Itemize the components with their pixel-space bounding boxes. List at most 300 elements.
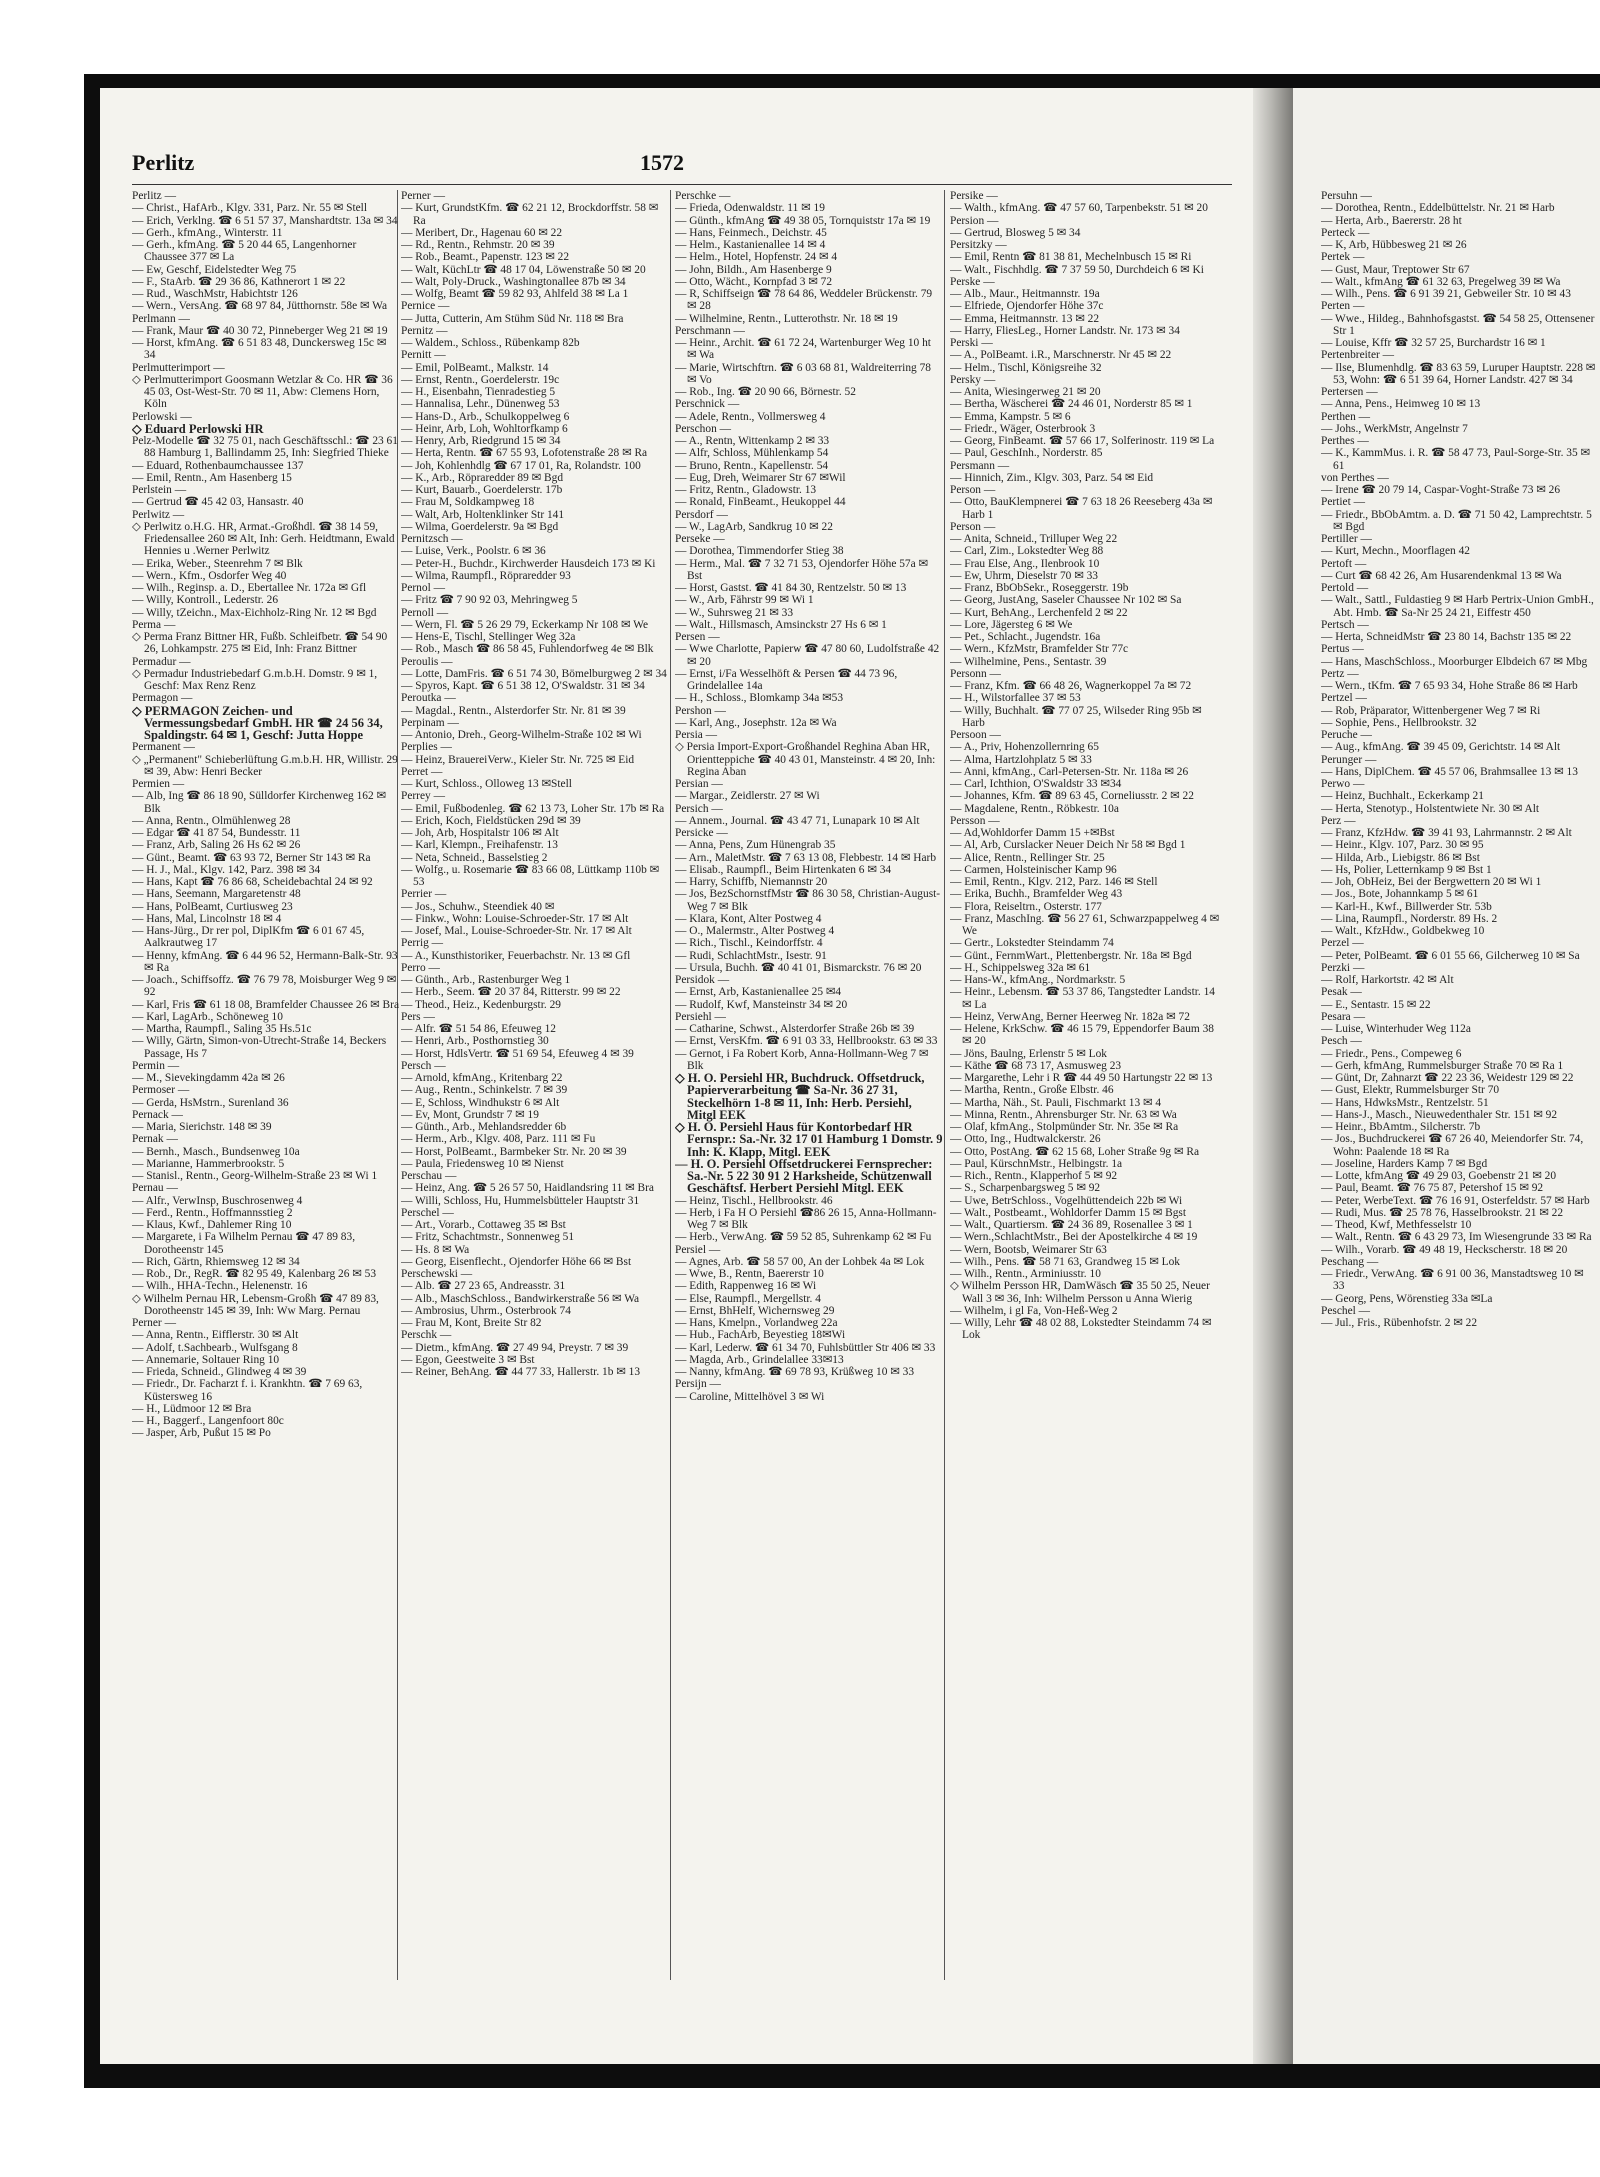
directory-entry: Perz — — [1321, 814, 1356, 827]
directory-entry: Peschang — — [1321, 1255, 1379, 1268]
directory-entry: — Emil, Rentn., Am Hasenberg 15 — [132, 471, 292, 484]
directory-entry: — A., Priv, Hohenzollernring 65 — [950, 741, 1099, 754]
directory-entry: ◇ „Permanent" Schieberlüftung G.m.b.H. HR, Willistr. 29 ✉ 39, Abw: Henri Becker — [132, 753, 398, 778]
directory-entry: — Friedr., Dr. Facharzt f. i. Krankhtn. ☎ 7 69 63, Küstersweg 16 — [132, 1378, 363, 1403]
directory-entry: — Joh, ObHeiz, Bei der Bergwettern 20 ✉ Wi 1 — [1321, 876, 1542, 888]
directory-entry: — Kurt, Mechn., Moorflagen 42 — [1321, 545, 1470, 558]
directory-entry: Persson — — [950, 814, 1000, 827]
directory-entry: Pernitzsch — — [401, 533, 463, 545]
directory-entry: — Heinz, BrauereiVerw., Kieler Str. Nr. 725 ✉ Eid — [401, 753, 635, 766]
directory-column-5 — [1321, 190, 1596, 1990]
directory-entry: — Pet., Schlacht., Jugendstr. 16a — [950, 631, 1101, 643]
directory-entry: — Ursula, Buchh. ☎ 40 41 01, Bismarckstr. 76 ✉ 20 — [675, 961, 922, 974]
directory-entry: — Marie, Wirtschftrn. ☎ 6 03 68 81, Waldreiterring 78 ✉ Vo — [675, 361, 931, 386]
directory-entry: — John, Bildh., Am Hasenberge 9 — [675, 263, 832, 276]
directory-entry: ◇ Perlmutterimport Goosmann Wetzlar & Co. HR ☎ 36 45 03, Ost-West-Str. 70 ✉ 11, Abw: Clemens Horn, Köln — [132, 373, 393, 411]
directory-entry: — Ambrosius, Uhrm., Osterbrook 74 — [401, 1304, 571, 1317]
directory-entry: — Walt., Quartiersm. ☎ 24 36 89, Rosenallee 3 ✉ 1 — [950, 1219, 1193, 1231]
directory-entry: Pertersen — — [1321, 386, 1378, 398]
directory-entry: — Spyros, Kapt. ☎ 6 51 38 12, O'Swaldstr. 31 ✉ 34 — [401, 680, 645, 692]
directory-entry: — Walt., Fischhdlg. ☎ 7 37 59 50, Durchdeich 6 ✉ Ki — [950, 263, 1204, 276]
directory-entry: — Hub., FachArb, Beyestieg 18✉Wi — [675, 1329, 846, 1342]
directory-entry: — H., Lüdmoor 12 ✉ Bra — [132, 1402, 252, 1415]
directory-entry: — Helene, KrkSchw. ☎ 46 15 79, Eppendorfer Baum 38 ✉ 20 — [950, 1023, 1214, 1048]
directory-entry: — A., PolBeamt. i.R., Marschnerstr. Nr 45 ✉ 22 — [950, 349, 1172, 362]
directory-entry: Persiel — — [675, 1243, 721, 1256]
directory-entry: — Rud., WaschMstr, Habichtstr 126 — [132, 288, 298, 300]
directory-entry: — Georg, Eisenflecht., Ojendorfer Höhe 66 ✉ Bst — [401, 1255, 632, 1268]
directory-entry: — Flora, Reiseltrn., Osterstr. 177 — [950, 900, 1102, 913]
directory-entry: — Rudolf, Kwf, Mansteinstr 34 ✉ 20 — [675, 998, 848, 1011]
directory-entry: — Meribert, Dr., Hagenau 60 ✉ 22 — [401, 226, 563, 239]
directory-entry: — K., KammMus. i. R. ☎ 58 47 73, Paul-Sorge-Str. 35 ✉ 61 — [1321, 447, 1591, 472]
directory-entry: — K, Arb, Hübbesweg 21 ✉ 26 — [1321, 239, 1467, 251]
directory-entry: — Ilse, Blumenhdlg. ☎ 83 63 59, Luruper Hauptstr. 228 ✉ 53, Wohn: ☎ 6 51 39 64, Horner Landstr. 427 ✉ 34 — [1321, 361, 1596, 386]
directory-entry: — Walth., kfmAng. ☎ 47 57 60, Tarpenbekstr. 51 ✉ 20 — [950, 202, 1208, 215]
directory-entry: — Joh, Kohlenhdlg ☎ 67 17 01, Ra, Rolandstr. 100 — [401, 459, 641, 472]
directory-entry: — Erika, Buchh., Bramfelder Weg 43 — [950, 888, 1123, 901]
directory-entry: — Jasper, Arb, Pußut 15 ✉ Po — [132, 1427, 271, 1440]
directory-entry: — Günt., Beamt. ☎ 63 93 72, Berner Str 143 ✉ Ra — [132, 851, 371, 864]
directory-entry: — Luise, Verk., Poolstr. 6 ✉ 36 — [401, 545, 546, 558]
directory-entry: — Herb., VerwAng. ☎ 59 52 85, Suhrenkamp 62 ✉ Fu — [675, 1231, 932, 1244]
directory-entry: Personn — — [950, 667, 1001, 680]
directory-entry: — H., Baggerf., Langenfoort 80c — [132, 1415, 284, 1427]
directory-entry: — Jul., Fris., Rübenhofstr. 2 ✉ 22 — [1321, 1317, 1478, 1329]
directory-entry: ◇ Persia Import-Export-Großhandel Reghina Aban HR, Orientteppiche ☎ 40 43 01, Mansteinstr. 4 ✉ 20, Inh: Regina Aban — [675, 741, 936, 778]
directory-entry: Permadur — — [132, 655, 191, 668]
directory-entry: — Wern, Fl. ☎ 5 26 29 79, Eckerkamp Nr 108 ✉ We — [401, 618, 649, 631]
directory-entry: — Al, Arb, Curslacker Neuer Deich Nr 58 ✉ Bgd 1 — [950, 839, 1186, 852]
directory-entry: — Franz, Kfm. ☎ 66 48 26, Wagnerkoppel 7a ✉ 72 — [950, 680, 1192, 692]
directory-entry: Perschnick — — [675, 398, 740, 411]
directory-entry: Perschau — — [401, 1170, 457, 1182]
directory-entry: — Emma, Kampstr. 5 ✉ 6 — [950, 410, 1071, 423]
directory-entry: — Ernst, Rentn., Goerdelerstr. 19c — [401, 373, 560, 386]
directory-entry: Persian — — [675, 778, 723, 790]
directory-entry: Persch — — [401, 1059, 446, 1072]
directory-entry: — Ernst, Arb, Kastanienallee 25 ✉4 — [675, 986, 842, 999]
directory-entry: — Stanisl., Rentn., Georg-Wilhelm-Straße 23 ✉ Wi 1 — [132, 1170, 378, 1182]
directory-entry: Pernack — — [132, 1108, 183, 1121]
directory-entry: — Walt., kfmAng ☎ 61 32 63, Pregelweg 39 ✉ Wa — [1321, 275, 1561, 288]
directory-entry: — O., Malermstr., Alter Postweg 4 — [675, 925, 835, 937]
directory-entry: — Bernh., Masch., Bundsenweg 10a — [132, 1145, 300, 1158]
directory-entry: Pertenbreiter — — [1321, 349, 1395, 362]
directory-entry: Pesara — — [1321, 1010, 1365, 1023]
directory-entry: — Arnold, kfmAng., Kritenbarg 22 — [401, 1072, 563, 1084]
directory-entry: — Johannes, Kfm. ☎ 89 63 45, Corneliusstr. 2 ✉ 22 — [950, 790, 1194, 803]
directory-entry: Peroulis — — [401, 655, 453, 668]
directory-entry: — Martha, Näh., St. Pauli, Fischmarkt 13 ✉ 4 — [950, 1096, 1162, 1109]
directory-entry: ◇ Wilhelm Persson HR, DamWäsch ☎ 35 50 25, Neuer Wall 3 ✉ 36, Inh: Wilhelm Persson u Anna Wierig — [950, 1280, 1210, 1305]
directory-entry: — Klaus, Kwf., Dahlemer Ring 10 — [132, 1219, 292, 1231]
directory-entry: — Luise, Winterhuder Weg 112a — [1321, 1023, 1471, 1035]
directory-entry: Perschke — — [675, 190, 731, 202]
directory-entry: Permoser — — [132, 1084, 190, 1097]
directory-entry: — Heinz, Tischl., Hellbrookstr. 46 — [675, 1194, 833, 1207]
directory-entry: — Heinr, Arb, Loh, Wohltorfkamp 6 — [401, 422, 568, 435]
directory-entry: — Elisab., Raumpfl., Beim Hirtenkaten 6 ✉ 34 — [675, 863, 892, 876]
directory-entry: — Curt ☎ 68 42 26, Am Husarendenkmal 13 ✉ Wa — [1321, 569, 1562, 582]
directory-entry: — Wilh., Rentn., Arminiusstr. 10 — [950, 1268, 1101, 1280]
directory-entry: — Frau M, Soldkampweg 18 — [401, 496, 535, 509]
directory-entry: — Olaf, kfmAng., Stolpmünder Str. Nr. 35e ✉ Ra — [950, 1121, 1179, 1133]
directory-entry: Perret — — [401, 765, 443, 778]
directory-entry: — Walt, KüchLtr ☎ 48 17 04, Löwenstraße 50 ✉ 20 — [401, 263, 646, 276]
directory-entry: — Walt., Sattl., Fuldastieg 9 ✉ Harb Pertrix-Union GmbH., Abt. Hmb. ☎ Sa-Nr 25 24 21, Eiffestr 450 — [1321, 594, 1594, 619]
directory-entry: Perschk — — [401, 1329, 452, 1342]
directory-entry: — Heinr., Lebensm. ☎ 53 37 86, Tangstedter Landstr. 14 ✉ La — [950, 986, 1215, 1011]
directory-entry: Perlmutterimport — — [132, 361, 225, 374]
directory-entry: — Friedr., Pens., Compeweg 6 — [1321, 1047, 1462, 1060]
directory-entry: — Günt, Dr, Zahnarzt ☎ 22 23 36, Weidestr 129 ✉ 22 — [1321, 1072, 1574, 1084]
directory-entry: — Horst, HdlsVertr. ☎ 51 69 54, Efeuweg 4 ✉ 39 — [401, 1047, 634, 1060]
column-rule — [944, 190, 945, 1980]
directory-entry: — Gernot, i Fa Robert Korb, Anna-Hollmann-Weg 7 ✉ Blk — [675, 1047, 929, 1072]
directory-entry: — W., Arb, Fährstr 99 ✉ Wi 1 — [675, 594, 814, 607]
directory-entry: — Annemarie, Soltauer Ring 10 — [132, 1353, 280, 1366]
directory-entry: Perthen — — [1321, 410, 1371, 423]
directory-entry: — Gust, Maur, Treptower Str 67 — [1321, 263, 1470, 276]
directory-entry: — Egon, Geestweite 3 ✉ Bst — [401, 1353, 535, 1366]
directory-entry: — Reiner, BehAng. ☎ 44 77 33, Hallerstr. 1b ✉ 13 — [401, 1366, 641, 1378]
directory-entry: Pesak — — [1321, 986, 1362, 999]
directory-entry: — Hans-Jürg., Dr rer pol, DiplKfm ☎ 6 01 67 45, Aalkrautweg 17 — [132, 925, 365, 950]
directory-entry: — Annem., Journal. ☎ 43 47 71, Lunapark 10 ✉ Alt — [675, 814, 920, 827]
directory-entry: — Horst, PolBeamt., Barmbeker Str. Nr. 20 ✉ 39 — [401, 1145, 627, 1158]
directory-entry: — Jos., Buchdruckerei ☎ 67 26 40, Meiendorfer Str. 74, Wohn: Paalende 18 ✉ Ra — [1321, 1133, 1584, 1158]
column-rule — [670, 190, 671, 1980]
directory-entry: Permanent — — [132, 741, 195, 754]
directory-entry: — Jos, BezSchornstfMstr ☎ 86 30 58, Christian-August-Weg 7 ✉ Blk — [675, 888, 941, 913]
directory-entry: — Eduard, Rothenbaumchaussee 137 — [132, 459, 304, 472]
directory-entry: — Wern., tKfm. ☎ 7 65 93 34, Hohe Straße 86 ✉ Harb — [1321, 680, 1578, 692]
directory-entry: — Hans-W., kfmAng., Nordmarkstr. 5 — [950, 974, 1126, 986]
directory-entry: — Rob., Masch ☎ 86 58 45, Fuhlendorfweg 4e ✉ Blk — [401, 643, 654, 656]
directory-entry: — Günth., Arb., Rastenburger Weg 1 — [401, 974, 571, 986]
directory-entry: — Bruno, Rentn., Kapellenstr. 54 — [675, 459, 829, 472]
directory-entry: — Peter, WerbeText. ☎ 76 16 91, Osterfeldstr. 57 ✉ Harb — [1321, 1194, 1590, 1207]
directory-entry: — Horst, kfmAng. ☎ 6 51 83 48, Dunckersweg 15c ✉ 34 — [132, 337, 387, 362]
directory-entry: — Hinnich, Zim., Klgv. 303, Parz. 54 ✉ Eid — [950, 471, 1154, 484]
directory-entry: — Hans, MaschSchloss., Moorburger Elbdeich 67 ✉ Mbg — [1321, 655, 1588, 668]
directory-entry: Perner — — [401, 190, 445, 202]
directory-entry: ◇ Perlwitz o.H.G. HR, Armat.-Großhdl. ☎ 38 14 59, Friedensallee 260 ✉ Alt, Inh: Gerh. Heidtmann, Ewald Hennies u .Werner Perlwitz — [132, 520, 395, 558]
directory-entry: Persike — — [950, 190, 998, 202]
directory-entry: — Hans, Kmelpn., Vorlandweg 22a — [675, 1317, 838, 1329]
directory-entry: — Maria, Sierichstr. 148 ✉ 39 — [132, 1121, 272, 1133]
directory-entry: — Herta, Arb., Baererstr. 28 ht — [1321, 214, 1462, 227]
directory-entry: — Ew, Uhrm, Dieselstr 70 ✉ 33 — [950, 569, 1099, 582]
directory-entry: — Heinz, VerwAng, Berner Heerweg Nr. 182a ✉ 72 — [950, 1010, 1190, 1023]
directory-entry: — Ernst, i/Fa Wesselhöft & Persen ☎ 44 73 96, Grindelallee 14a — [675, 667, 898, 692]
directory-entry: — Margar., Zeidlerstr. 27 ✉ Wi — [675, 790, 820, 803]
directory-entry: Perrier — — [401, 888, 447, 901]
directory-entry: — F., StaArb. ☎ 29 36 86, Kathnerort 1 ✉ 22 — [132, 275, 346, 288]
directory-entry: — Harry, Schiffb, Niemannstr 20 — [675, 876, 828, 888]
directory-entry: — Walt., Postbeamt., Wohldorfer Damm 15 ✉ Bgst — [950, 1206, 1187, 1219]
directory-entry: — Herm., Arb., Klgv. 408, Parz. 111 ✉ Fu — [401, 1133, 596, 1146]
directory-entry: — Edith, Rappenweg 16 ✉ Wi — [675, 1280, 817, 1293]
directory-entry: — Alb., MaschSchloss., Bandwirkerstraße 56 ✉ Wa — [401, 1292, 640, 1305]
directory-entry: — Fritz, Schachtmstr., Sonnenweg 51 — [401, 1231, 575, 1244]
directory-entry: — Wilh., Pens. ☎ 6 91 39 21, Gebweiler Str. 10 ✉ 43 — [1321, 288, 1571, 300]
directory-column-2 — [401, 190, 669, 1990]
directory-entry: — Hans-D., Arb., Schulkoppelweg 6 — [401, 410, 570, 423]
directory-entry: — Gertrud, Blosweg 5 ✉ 34 — [950, 226, 1081, 239]
directory-entry: Pertzel — — [1321, 692, 1367, 705]
directory-entry: — Hans, Kapt ☎ 76 86 68, Scheidebachtal 24 ✉ 92 — [132, 876, 373, 888]
directory-entry: — W., Suhrsweg 21 ✉ 33 — [675, 606, 794, 619]
directory-entry: — Joh, Arb, Hospitalstr 106 ✉ Alt — [401, 827, 559, 839]
directory-entry: ◇ Permadur Industriebedarf G.m.b.H. Domstr. 9 ✉ 1, Geschf: Max Renz Renz — [132, 667, 378, 692]
directory-entry: — Wwe, B., Rentn, Baererstr 10 — [675, 1268, 824, 1280]
directory-entry: — Walt., Hillsmasch, Amsinckstr 27 Hs 6 ✉ 1 — [675, 618, 887, 631]
directory-entry: — Alfr, Schloss, Mühlenkamp 54 — [675, 447, 829, 460]
directory-column-1 — [132, 190, 400, 1990]
directory-entry: — Günth., kfmAng ☎ 49 38 05, Tornquiststr 17a ✉ 19 — [675, 214, 931, 227]
directory-entry: Pernitt — — [401, 349, 446, 362]
directory-entry: — Uwe, BetrSchloss., Vogelhüttendeich 22b ✉ Wi — [950, 1194, 1183, 1207]
directory-entry: — Henny, kfmAng. ☎ 6 44 96 52, Hermann-Balk-Str. 93 ✉ Ra — [132, 949, 398, 974]
directory-entry: — H., Wilstorfallee 37 ✉ 53 — [950, 692, 1081, 705]
directory-entry: — Willy, Buchhalt. ☎ 77 07 25, Wilseder Ring 95b ✉ Harb — [950, 704, 1202, 729]
directory-entry: — Gerh., kfmAng., Winterstr. 11 — [132, 226, 283, 239]
directory-entry: Perner — — [132, 1317, 176, 1329]
directory-entry: Pernau — — [132, 1182, 178, 1195]
directory-entry: — Walt., KfzHdw., Goldbekweg 10 — [1321, 925, 1485, 937]
directory-entry: Pertsch — — [1321, 618, 1369, 631]
directory-entry: — Anita, Wiesingerweg 21 ✉ 20 — [950, 386, 1101, 398]
directory-entry: — Else, Raumpfl., Mergellstr. 4 — [675, 1292, 821, 1305]
directory-entry: — M., Sievekingdamm 42a ✉ 26 — [132, 1072, 285, 1084]
directory-entry: — Hannalisa, Lehr., Dünenweg 53 — [401, 398, 560, 411]
directory-entry: — Willy, Gärtn, Simon-von-Utrecht-Straße 14, Beckers Passage, Hs 7 — [132, 1035, 387, 1060]
directory-entry: — Erich, Koch, Fieldstücken 29d ✉ 39 — [401, 814, 581, 827]
directory-entry: — Eug, Dreh, Weimarer Str 67 ✉Wil — [675, 471, 846, 484]
directory-entry: — Heinr., BbAmtm., Silcherstr. 7b — [1321, 1121, 1481, 1133]
directory-entry: — Hs. 8 ✉ Wa — [401, 1243, 470, 1256]
directory-entry: Perro — — [401, 961, 440, 974]
directory-entry: Perlitz — — [132, 190, 176, 202]
directory-entry: — Käthe ☎ 68 73 17, Asmusweg 23 — [950, 1059, 1122, 1072]
directory-entry: — Wern., VersAng. ☎ 68 97 84, Jütthornstr. 58e ✉ Wa — [132, 300, 388, 313]
directory-entry: — Günt., FernmWart., Plettenbergstr. Nr. 18a ✉ Bgd — [950, 949, 1192, 962]
directory-entry: — Alb, Ing ☎ 86 18 90, Sülldorfer Kirchenweg 162 ✉ Blk — [132, 790, 387, 815]
directory-entry: — Karl, Klempn., Freihafenstr. 13 — [401, 839, 558, 852]
directory-entry: — Anna, Pens, Zum Hünengrab 35 — [675, 839, 836, 852]
directory-entry: — Emil, Fußbodenleg. ☎ 62 13 73, Loher Str. 17b ✉ Ra — [401, 802, 665, 815]
directory-entry: — Wilh., Pens. ☎ 58 71 63, Grandweg 15 ✉ Lok — [950, 1255, 1180, 1268]
directory-entry: Persky — — [950, 373, 996, 386]
directory-entry: — Georg, JustAng, Saseler Chaussee Nr 102 ✉ Sa — [950, 594, 1182, 607]
directory-entry: — Herb., Seem. ☎ 20 37 84, Ritterstr. 99 ✉ 22 — [401, 986, 621, 999]
directory-entry: — Agnes, Arb. ☎ 58 57 00, An der Lohbek 4a ✉ Lok — [675, 1255, 925, 1268]
directory-entry: — Rd., Rentn., Rehmstr. 20 ✉ 39 — [401, 239, 555, 251]
directory-entry: — Paul, KürschnMstr., Helbingstr. 1a — [950, 1157, 1123, 1170]
directory-entry: — Waldem., Schloss., Rübenkamp 82b — [401, 337, 580, 349]
directory-entry: Permagon — — [132, 692, 193, 705]
directory-entry: — Georg, FinBeamt. ☎ 57 66 17, Solferinostr. 119 ✉ La — [950, 435, 1215, 447]
directory-entry: — Heinr., Klgv. 107, Parz. 30 ✉ 95 — [1321, 839, 1484, 852]
directory-entry: Perlowski — — [132, 410, 192, 423]
directory-entry: — Carmen, Holsteinischer Kamp 96 — [950, 863, 1117, 876]
directory-entry: — Hans, HdwksMstr., Rentzelstr. 51 — [1321, 1096, 1489, 1109]
directory-entry: — Hens-E, Tischl, Stellinger Weg 32a — [401, 631, 576, 643]
directory-entry: — Gerh., kfmAng. ☎ 5 20 44 65, Langenhorner Chaussee 377 ✉ La — [132, 239, 357, 264]
directory-entry: Persijn — — [675, 1378, 721, 1391]
directory-entry: Pernol — — [401, 582, 445, 594]
directory-entry: Pernitz — — [401, 324, 448, 337]
directory-entry: — Hans, Seemann, Margaretenstr 48 — [132, 888, 301, 901]
directory-entry: — Anita, Schneid., Trilluper Weg 22 — [950, 533, 1118, 545]
directory-entry: — Wilh., Vorarb. ☎ 49 48 19, Heckscherstr. 18 ✉ 20 — [1321, 1243, 1568, 1256]
directory-entry: — H. O. Persiehl Offsetdruckerei Fernsprecher: Sa.-Nr. 5 22 30 91 2 Harksheide, Schützenwall Geschäftsf. Herbert Persiehl Mitgl. EEK — [675, 1156, 933, 1196]
directory-entry: — Harry, FliesLeg., Horner Landstr. Nr. 173 ✉ 34 — [950, 324, 1180, 337]
directory-entry: — Ferd., Rentn., Hoffmannsstieg 2 — [132, 1206, 293, 1219]
directory-entry: — Wern.,SchlachtMstr., Bei der Apostelkirche 4 ✉ 19 — [950, 1231, 1198, 1244]
directory-entry: Persia — — [675, 729, 718, 741]
directory-entry: — Wolfg., u. Rosemarie ☎ 83 66 08, Lüttkamp 110b ✉ 53 — [401, 863, 660, 888]
directory-entry: — Kurt, Bauarb., Goerdelerstr. 17b — [401, 484, 563, 496]
directory-entry: — Wwe Charlotte, Papierw ☎ 47 80 60, Ludolfstraße 42 ✉ 20 — [675, 643, 940, 668]
directory-entry: — Wilh., HHA-Techn., Helenenstr. 16 — [132, 1280, 308, 1293]
directory-entry: Perplies — — [401, 741, 452, 754]
directory-entry: — Lotte, DamFris. ☎ 6 51 74 30, Bömelburgweg 2 ✉ 34 — [401, 667, 667, 680]
directory-entry: — Elfriede, Ojendorfer Höhe 37c — [950, 300, 1104, 313]
directory-entry: — Rich., Rentn., Klapperhof 5 ✉ 92 — [950, 1170, 1118, 1182]
directory-entry: — R, Schiffseign ☎ 78 64 86, Weddeler Brückenstr. 79 ✉ 28 — [675, 288, 933, 313]
directory-entry: Persitzky — — [950, 239, 1007, 251]
directory-entry: — Rich., Tischl., Keindorffstr. 4 — [675, 937, 823, 950]
directory-entry: Perten — — [1321, 300, 1365, 313]
directory-entry: Person — — [950, 484, 996, 496]
directory-entry: Perlwitz — — [132, 508, 185, 521]
directory-entry: — Finkw., Wohn: Louise-Schroeder-Str. 17 ✉ Alt — [401, 912, 629, 925]
directory-entry: Peroutka — — [401, 692, 456, 705]
directory-entry: — Aug., kfmAng. ☎ 39 45 09, Gerichtstr. 14 ✉ Alt — [1321, 741, 1561, 754]
directory-entry: von Perthes — — [1321, 471, 1389, 484]
directory-entry: Peschel — — [1321, 1304, 1371, 1317]
directory-entry: — Louise, Kffr ☎ 32 57 25, Burchardstr 16 ✉ 1 — [1321, 337, 1546, 349]
directory-entry: — Dorothea, Timmendorfer Stieg 38 — [675, 545, 844, 558]
directory-entry: — Jutta, Cutterin, Am Stühm Süd Nr. 118 ✉ Bra — [401, 312, 624, 325]
directory-entry: — Klara, Kont, Alter Postweg 4 — [675, 912, 822, 925]
directory-entry: Pertus — — [1321, 643, 1364, 656]
directory-entry: — Alfr., VerwInsp, Buschrosenweg 4 — [132, 1194, 303, 1207]
directory-entry: — Otto, PostAng. ☎ 62 15 68, Loher Straße 9g ✉ Ra — [950, 1145, 1199, 1158]
directory-entry: — Friedr., VerwAng. ☎ 6 91 00 36, Manstadtsweg 10 ✉ 33 — [1321, 1268, 1584, 1293]
directory-entry: — Marianne, Hammerbrookstr. 5 — [132, 1157, 285, 1170]
directory-entry: — Wilhelmine, Rentn., Lutterothstr. Nr. 18 ✉ 19 — [675, 312, 898, 325]
directory-entry: Pernak — — [132, 1133, 178, 1146]
directory-entry: Perpinam — — [401, 716, 459, 729]
directory-entry: — Gerh, kfmAng, Rummelsburger Straße 70 ✉ Ra 1 — [1321, 1059, 1564, 1072]
directory-entry: — Walt, Arb, Holtenklinker Str 141 — [401, 508, 565, 521]
directory-entry: — Gertrud ☎ 45 42 03, Hansastr. 40 — [132, 496, 304, 509]
directory-entry: Perschel — — [401, 1206, 454, 1219]
directory-entry: — Franz, BbObSekr., Roseggerstr. 19b — [950, 582, 1129, 594]
directory-entry: — Rich, Gärtn, Rhiemsweg 12 ✉ 34 — [132, 1255, 300, 1268]
directory-entry: Perrey — — [401, 790, 445, 803]
directory-entry: — Alfr. ☎ 51 54 86, Efeuweg 12 — [401, 1023, 556, 1035]
directory-entry: — Willy, Lehr ☎ 48 02 88, Lokstedter Steindamm 74 ✉ Lok — [950, 1317, 1212, 1342]
directory-entry: — Karl, Lederw. ☎ 61 34 70, Fuhlsbüttler Str 406 ✉ 33 — [675, 1341, 936, 1354]
directory-entry: — Kurt, Schloss., Olloweg 13 ✉Stell — [401, 778, 572, 790]
directory-entry: Perski — — [950, 337, 993, 349]
header-rule — [132, 184, 1232, 185]
directory-entry: Pertiller — — [1321, 533, 1372, 545]
directory-entry: — Emil, Rentn., Klgv. 212, Parz. 146 ✉ Stell — [950, 876, 1158, 888]
directory-entry: — Ew, Geschf, Eidelstedter Weg 75 — [132, 263, 297, 276]
directory-entry: — Peter, PolBeamt. ☎ 6 01 55 66, Gilcherweg 10 ✉ Sa — [1321, 949, 1580, 962]
directory-entry: — Joach., Schiffsoffz. ☎ 76 79 78, Moisburger Weg 9 ✉ 92 — [132, 974, 397, 999]
directory-entry: — Frank, Maur ☎ 40 30 72, Pinneberger Weg 21 ✉ 19 — [132, 324, 388, 337]
directory-entry: Perlmann — — [132, 312, 190, 325]
directory-entry: — Alma, Hartzlohplatz 5 ✉ 33 — [950, 753, 1092, 766]
directory-entry: — Christ., HafArb., Klgv. 331, Parz. Nr. 55 ✉ Stell — [132, 202, 368, 215]
directory-entry: ◇ H. O. Persiehl Haus für Kontorbedarf HR Fernspr.: Sa.-Nr. 32 17 01 Hamburg 1 Domstr. 9 Inh: K. Klapp, Mitgl. EEK — [675, 1120, 943, 1159]
directory-entry: — Wilhelmine, Pens., Sentastr. 39 — [950, 655, 1107, 668]
directory-entry: — Frau Else, Ang., Ilenbrook 10 — [950, 557, 1100, 570]
directory-entry: — K., Arb., Röpraredder 89 ✉ Bgd — [401, 471, 564, 484]
directory-entry: Pernoll — — [401, 606, 449, 619]
directory-entry: — Otto, Wächt., Kornpfad 3 ✉ 72 — [675, 275, 833, 288]
directory-entry: — Karl, Ang., Josephstr. 12a ✉ Wa — [675, 716, 837, 729]
directory-entry: Persdorf — — [675, 508, 728, 521]
directory-entry: — Peter-H., Buchdr., Kirchwerder Hausdeich 173 ✉ Ki — [401, 557, 656, 570]
directory-entry: Perschmann — — [675, 324, 745, 337]
directory-entry: — Hans, PolBeamt, Curtiusweg 23 — [132, 900, 293, 913]
directory-entry: Persoon — — [950, 729, 1001, 741]
directory-entry: — Emil, Rentn ☎ 81 38 81, Mechelnbusch 15 ✉ Ri — [950, 251, 1192, 264]
directory-entry: — Adolf, t.Sachbearb., Wulfsgang 8 — [132, 1341, 298, 1354]
directory-entry: — Hans, DiplChem. ☎ 45 57 06, Brahmsallee 13 ✉ 13 — [1321, 765, 1578, 778]
directory-entry: ◇ PERMAGON Zeichen- und Vermessungsbedarf GmbH. HR ☎ 24 56 34, Spaldingstr. 64 ✉ 1, Geschf: Jutta Hoppe — [132, 703, 383, 742]
directory-entry: Persidok — — [675, 974, 730, 986]
directory-entry: ◇ H. O. Persiehl HR, Buchdruck. Offsetdruck, Papierverarbeitung ☎ Sa-Nr. 36 27 31, Steckelhörn 1-8 ✉ 11, Inh: Herb. Persiehl, Mitgl EEK — [675, 1071, 925, 1122]
directory-entry: — E, Schloss, Windhukstr 6 ✉ Alt — [401, 1096, 560, 1109]
directory-entry: — Henry, Arb, Riedgrund 15 ✉ 34 — [401, 435, 561, 447]
directory-entry: — Alb. ☎ 27 23 65, Andreasstr. 31 — [401, 1280, 566, 1293]
directory-entry: — Margarethe, Lehr i R ☎ 44 49 50 Hartungstr 22 ✉ 13 — [950, 1072, 1213, 1084]
directory-entry: — Jöns, Baulng, Erlenstr 5 ✉ Lok — [950, 1047, 1107, 1060]
directory-entry: — Herta, SchneidMstr ☎ 23 80 14, Bachstr 135 ✉ 22 — [1321, 631, 1572, 643]
directory-column-4 — [950, 190, 1222, 1990]
directory-entry: — Henri, Arb., Posthornstieg 30 — [401, 1035, 549, 1048]
directory-entry: — Otto, Ing., Hudtwalckerstr. 26 — [950, 1133, 1101, 1146]
directory-entry: — W., LagArb, Sandkrug 10 ✉ 22 — [675, 520, 833, 533]
directory-entry: — Gerda, HsMstrn., Surenland 36 — [132, 1096, 289, 1109]
directory-entry: — Fritz, Rentn., Gladowstr. 13 — [675, 484, 817, 496]
directory-entry: — Paula, Friedensweg 10 ✉ Nienst — [401, 1157, 564, 1170]
directory-entry: — Anna, Rentn., Eifflerstr. 30 ✉ Alt — [132, 1329, 299, 1342]
directory-entry: — Martha, Raumpfl., Saling 35 Hs.51c — [132, 1023, 312, 1035]
directory-entry: — Dietm., kfmAng. ☎ 27 49 94, Preystr. 7 ✉ 39 — [401, 1341, 629, 1354]
directory-entry: Persuhn — — [1321, 190, 1372, 202]
directory-entry: — Jos., Schuhw., Steendiek 40 ✉ — [401, 900, 555, 913]
directory-entry: — Bertha, Wäscherei ☎ 24 46 01, Norderstr 85 ✉ 1 — [950, 398, 1193, 411]
directory-entry: — Franz, KfzHdw. ☎ 39 41 93, Lahrmannstr. 2 ✉ Alt — [1321, 827, 1572, 839]
directory-entry: — Ernst, BhHelf, Wichernsweg 29 — [675, 1304, 835, 1317]
directory-entry: — Adele, Rentn., Vollmersweg 4 — [675, 410, 826, 423]
directory-entry: — Horst, Gastst. ☎ 41 84 30, Rentzelstr. 50 ✉ 13 — [675, 582, 907, 594]
directory-entry: — Wilma, Goerdelerstr. 9a ✉ Bgd — [401, 520, 559, 533]
directory-entry: — Rolf, Harkortstr. 42 ✉ Alt — [1321, 974, 1454, 986]
directory-entry: — Aug., Rentn., Schinkelstr. 7 ✉ 39 — [401, 1084, 568, 1097]
directory-entry: — Lore, Jägersteg 6 ✉ We — [950, 618, 1073, 631]
